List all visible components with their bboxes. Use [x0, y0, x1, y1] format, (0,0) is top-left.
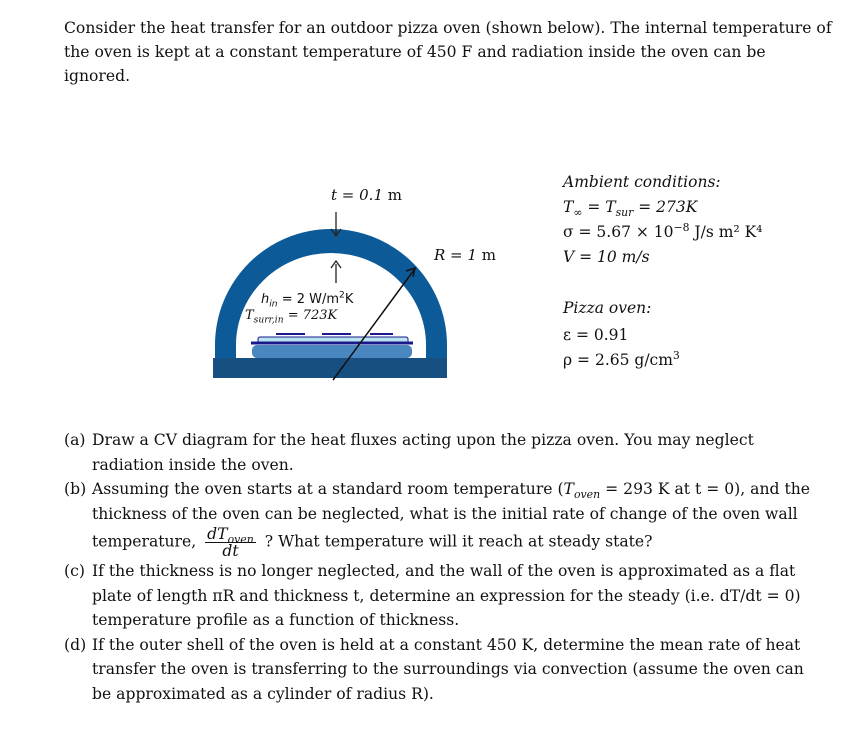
oven-base	[213, 358, 447, 378]
question-d	[64, 633, 824, 707]
question-c-text: If the thickness is no longer neglected, and the wall of the oven is approximated as a flat plate of length πR and thickness t, determine an expression for the steady (i.e. dT/dt = 0) temperature profile as a function of thickness.	[92, 562, 801, 629]
ambient-conditions	[563, 170, 762, 270]
question-c-label: (c)	[64, 562, 85, 580]
question-b-label: (b)	[64, 480, 87, 498]
ambient-temperature: $T_\infty = T_{sur} = 273K$	[563, 198, 698, 220]
t-surr-label: $T_{surr,in} = 723K$	[245, 308, 338, 326]
pizza-title: Pizza oven:	[563, 299, 652, 317]
radius-label: R = 1 m	[434, 246, 496, 264]
ambient-velocity: V = 10 m/s	[563, 248, 650, 266]
pizza-plate	[252, 345, 412, 358]
question-d-label: (d)	[64, 635, 87, 654]
ambient-title: Ambient conditions:	[563, 173, 721, 191]
dT-dt-fraction: $\frac{dT_{oven}}{dt}$	[207, 525, 254, 560]
pizza-epsilon: ε = 0.91	[563, 326, 629, 344]
h-in-label: $h_{in} = 2$ $W/m^2K$	[261, 290, 354, 310]
problem-intro: Consider the heat transfer for an outdoor pizza oven (shown below). The internal temperature of the oven is kept at a constant temperature of 450 F and radiation inside the oven can be ignored.	[64, 19, 832, 85]
question-c	[64, 559, 824, 633]
question-list	[64, 428, 824, 706]
ambient-sigma: $\sigma = 5.67 \times 10^{-8}$ J/s m² K⁴	[563, 220, 763, 241]
thickness-label: t = 0.1 m	[331, 186, 403, 204]
pizza-oven-properties	[563, 296, 680, 373]
pizza-rho: ρ = 2.65 $g/cm^3$	[563, 348, 680, 369]
question-a	[64, 428, 824, 477]
question-d-text: If the outer shell of the oven is held at a constant 450 K, determine the mean rate of heat transfer the oven is transferring to the surroundings via convection (assume the oven can be approximated as a cylinder of radius R).	[92, 635, 804, 703]
question-b: (b) Assuming the oven starts at a standard room temperature ($T_{oven} = 293$ K at t = 0), and the thickness of the oven can be neglected, what is the initial rate of change of the oven wall temperature, $\frac{dT_{oven}}{dt}$ ? What temperature will it reach at steady state?	[64, 477, 824, 559]
question-a-label: (a)	[64, 431, 86, 449]
question-a-text: Draw a CV diagram for the heat fluxes acting upon the pizza oven. You may neglect radiation inside the oven.	[92, 431, 754, 474]
